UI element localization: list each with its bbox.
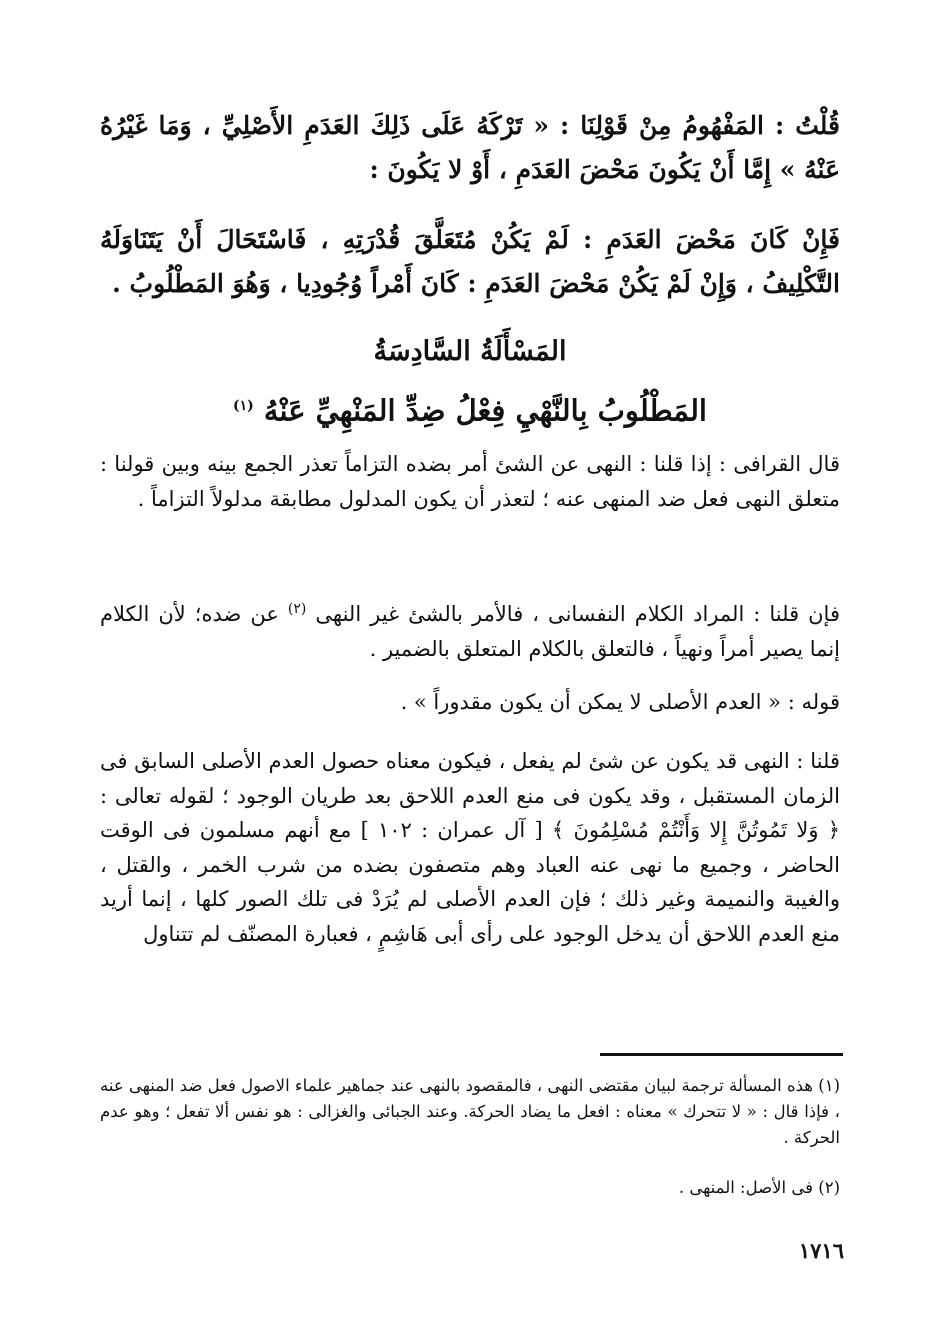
- footnote-ref-2: (٢): [287, 601, 307, 617]
- body-paragraph-2-part-a: فإن قلنا : المراد الكلام النفسانى ، فالأمر بالشئ غير النهى: [315, 602, 840, 626]
- footnote-1: (١) هذه المسألة ترجمة لبيان مقتضى النهى ، فالمقصود بالنهى عند جماهير علماء الاصول فعل ضد المنهى عنه ، فإذا قال : « لا تتحرك » معناه : افعل ما يضاد الحركة. وعند الجبائى والغزالى : هو نفس ألا تفعل ؛ وهو عدم الحركة .: [100, 1076, 840, 1147]
- bold-paragraph-1: قُلْتُ : المَفْهُومُ مِنْ قَوْلِنَا : « تَرْكَهُ عَلَى ذَلِكَ العَدَمِ الأَصْلِيِّ ، وَمَا غَيْرُهُ عَنْهُ » إِمَّا أَنْ يَكُونَ مَحْضَ العَدَمِ ، أَوْ لا يَكُونَ :: [100, 111, 840, 184]
- footnote-2: (٢) فى الأصل: المنهى .: [678, 1178, 840, 1197]
- footnote-ref-1: (١): [233, 398, 254, 414]
- section-subtitle-text: المَطْلُوبُ بِالنَّهْيِ فِعْلُ ضِدِّ المَنْهِيِّ عَنْهُ: [263, 393, 707, 428]
- bold-paragraph-2: فَإِنْ كَانَ مَحْضَ العَدَمِ : لَمْ يَكُنْ مُتَعَلَّقَ قُدْرَتِهِ ، فَاسْتَحَالَ أَنْ يَتَنَاوَلَهُ التَّكْلِيفُ ، وَإِنْ لَمْ يَكُنْ مَحْضَ العَدَمِ : كَانَ أَمْراً وُجُودِيا ، وَهُوَ المَطْلُوبُ .: [100, 225, 840, 298]
- section-subtitle: [100, 382, 840, 435]
- body-paragraph-2: [100, 592, 840, 666]
- section-title: المَسْأَلَةُ السَّادِسَةُ: [373, 336, 567, 367]
- body-paragraph-1: قال القرافى : إذا قلنا : النهى عن الشئ أمر بضده التزاماً تعذر الجمع بينه وبين قولنا : متعلق النهى فعل ضد المنهى عنه ؛ لتعذر أن يكون المدلول مطابقة مدلولاً التزاماً .: [100, 452, 840, 511]
- page-number: ١٧١٦: [798, 1238, 844, 1263]
- footnote-divider: [600, 1053, 843, 1056]
- body-paragraph-3: قوله : « العدم الأصلى لا يمكن أن يكون مقدوراً » .: [400, 690, 840, 714]
- body-paragraph-2-part-b: عن ضده؛ لأن الكلام إنما يصير أمراً ونهياً ، فالتعلق بالكلام المتعلق بالضمير .: [100, 602, 840, 661]
- body-paragraph-4: قلنا : النهى قد يكون عن شئ لم يفعل ، فيكون معناه حصول العدم الأصلى السابق فى الزمان المستقبل ، وقد يكون فى منع العدم اللاحق بعد طريان الوجود ؛ لقوله تعالى : ﴿ وَلا تَمُوتُنَّ إِلا وَأَنْتُمْ مُسْلِمُونَ ﴾ [ آل عمران : ١٠٢ ] مع أنهم مسلمون فى الوقت الحاضر ، وجميع ما نهى عنه العباد وهم متصفون بضده من شرب الخمر ، والقتل ، والغيبة والنميمة وغير ذلك ؛ فإن العدم الأصلى لم يُرَدْ فى تلك الصور كلها ، إنما أريد منع العدم اللاحق أن يدخل الوجود على رأى أبى هَاشِمٍ ، فعبارة المصنّف لم تتناول: [100, 749, 840, 946]
